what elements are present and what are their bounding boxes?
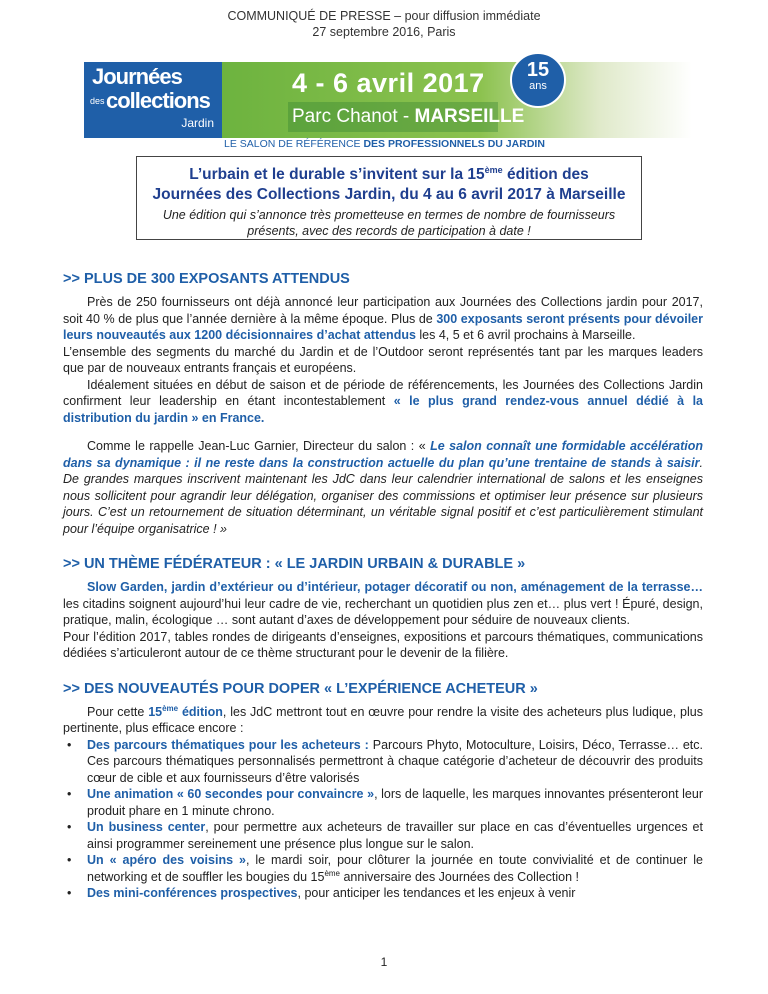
paragraph-highlight: 300 exposants seront présents pour dévoiler leurs nouveautés aux 1200 décisionnaires d’achat attendus [63,311,703,342]
novelties-list [63,737,703,902]
article-body [63,270,703,902]
banner-green-band [222,59,692,138]
badge-number: 15 [526,59,550,81]
list-item [67,885,703,902]
venue-name: Parc Chanot - [292,106,415,127]
event-banner [66,52,714,148]
paragraph-quote [63,438,703,537]
headline-sup: ème [484,164,503,175]
list-item [67,737,703,787]
bullet-icon: • [67,886,72,900]
quote-highlight: Le salon connaît une formidable accélération dans sa dynamique : il ne reste dans la construction actuelle du plan qu’une trentaine de stands à saisir [63,439,704,470]
logo-text-collections: collections [106,88,210,113]
list-item-title: Un « apéro des voisins » [87,853,246,867]
paragraph [63,377,703,427]
list-item-text: Parcours Phyto, Motoculture, Loisirs, Déco, Terrasse… etc. Ces parcours thématiques personnalisés permettront à chaque catégorie d’acheteur de découvrir des produits cœur de cible et aux fournisseurs d’être valorisés [87,737,703,785]
section-heading-theme: >> UN THÈME FÉDÉRATEUR : « LE JARDIN URBAIN & DURABLE » [63,556,526,572]
paragraph-highlight: « le plus grand rendez-vous annuel dédié à la distribution du jardin » en France. [63,394,704,425]
list-item-text: anniversaire des Journées des Collection ! [340,869,580,884]
headline-subtitle: Une édition qui s’annonce très prometteuse en termes de nombre de fournisseurs présents, avec des records de participation à date ! [162,208,616,238]
event-venue [292,106,524,128]
logo-text-des: des [90,96,105,106]
page-number: 1 [380,955,388,969]
venue-city: MARSEILLE [414,106,525,127]
paragraph-highlight: 15 [148,704,163,719]
quote-text: . De grandes marques inscrivent maintenant les JdC dans leur calendrier international de salons et les enseignes nous sollicitent pour agrandir leur délégation, organiser des commissions et optimiser leur présence sur plusieurs jours. C’est un retournement de situation déterminant, un véritable signal positif et c’est particulièrement stimulant pour l’équipe organisatrice ! » [63,455,703,536]
paragraph-highlight: édition [178,704,223,719]
headline-text-b: édition des [502,166,589,183]
list-item-text: , pour anticiper les tendances et les enjeux à venir [297,886,576,900]
list-item-text: , pour permettre aux acheteurs de travailler sur place en cas d’éventuelles urgences et ainsi programmer sereinement une présence plus longue sur le salon. [87,820,703,851]
event-logo [84,62,222,138]
list-item-text: , lors de laquelle, les marques innovantes présenteront leur produit phare en 1 minute chrono. [87,787,703,818]
paragraph-text: Idéalement situées en début de saison et de période de référencements, les Journées des Collections Jardin confirment leur leadership en étant incontestablement [63,377,703,408]
paragraph-text: , les JdC mettront tout en œuvre pour rendre la visite des acheteurs plus ludique, plus pertinente, plus efficace encore : [63,704,703,735]
paragraph-text: Pour cette [87,704,149,719]
paragraph-text: Près de 250 fournisseurs ont déjà annoncé leur participation aux Journées des Collections jardin pour 2017, soit 40 % de plus que l’année dernière à la même époque. Plus de [63,295,703,326]
press-release-header [0,8,768,40]
paragraph [63,294,703,344]
logo-text-jardin: Jardin [181,116,214,130]
press-release-label: COMMUNIQUÉ DE PRESSE – pour diffusion immédiate [227,9,541,23]
paragraph [63,579,703,629]
bullet-icon: • [67,853,72,867]
tagline-bold: DES PROFESSIONNELS DU JARDIN [363,138,545,150]
list-item-sup: ème [324,868,340,878]
list-item [67,786,703,819]
bullet-icon: • [67,787,72,801]
list-item-text: , le mardi soir, pour clôturer la journée en toute convivialité et de continuer le networking et de souffler les bougies du 15 [87,853,703,884]
logo-text-journees: Journées [92,64,182,89]
paragraph-highlight: Slow Garden, jardin d’extérieur ou d’intérieur, potager décoratif ou non, aménagement de la terrasse… [87,580,703,594]
anniversary-badge [510,52,566,108]
paragraph-text: Comme le rappelle Jean-Luc Garnier, Directeur du salon : « [87,439,431,453]
paragraph-text: les 4, 5 et 6 avril prochains à Marseille. [415,328,636,342]
paragraph: Pour l’édition 2017, tables rondes de dirigeants d’enseignes, expositions et parcours thématiques, communications dédiées s’articuleront autour de ce thème structurant pour le devenir de la filière. [63,629,703,660]
list-item-title: Des mini-conférences prospectives [87,886,298,900]
paragraph: L’ensemble des segments du marché du Jardin et de l’Outdoor seront représentés tant par les marques leaders que par de nouveaux entrants français et européens. [63,344,703,375]
paragraph [63,704,703,737]
headline-box [136,156,642,240]
paragraph-text: les citadins soignent aujourd’hui leur cadre de vie, recherchant un quotidien plus zen et… plus vert ! Épuré, design, pratique, malin, écologique … sont autant d’axes de développement pour séduire de nouveaux clients. [63,596,703,627]
list-item-title: Des parcours thématiques pour les acheteurs : [87,737,369,752]
list-item [67,852,703,885]
gardening-silhouettes-icon [722,82,768,148]
headline-line-1 [137,165,641,185]
section-heading-novelties: >> DES NOUVEAUTÉS POUR DOPER « L’EXPÉRIENCE ACHETEUR » [63,680,538,697]
headline-text-a: L’urbain et le durable s’invitent sur la 15 [189,166,485,183]
paragraph-sup: ème [162,703,179,713]
bullet-icon: • [67,737,72,752]
section-heading-exhibitors: >> PLUS DE 300 EXPOSANTS ATTENDUS [63,271,350,287]
press-release-date: 27 septembre 2016, Paris [312,25,456,39]
list-item-title: Un business center [87,820,206,834]
list-item [67,819,703,852]
event-tagline [224,138,545,150]
tagline-plain: LE SALON DE RÉFÉRENCE [224,138,364,150]
list-item-title: Une animation « 60 secondes pour convaincre » [87,787,375,801]
bullet-icon: • [67,820,72,834]
badge-label: ans [529,80,547,92]
event-date: 4 - 6 avril 2017 [292,68,485,98]
headline-line-2: Journées des Collections Jardin, du 4 au 6 avril 2017 à Marseille [152,186,626,203]
